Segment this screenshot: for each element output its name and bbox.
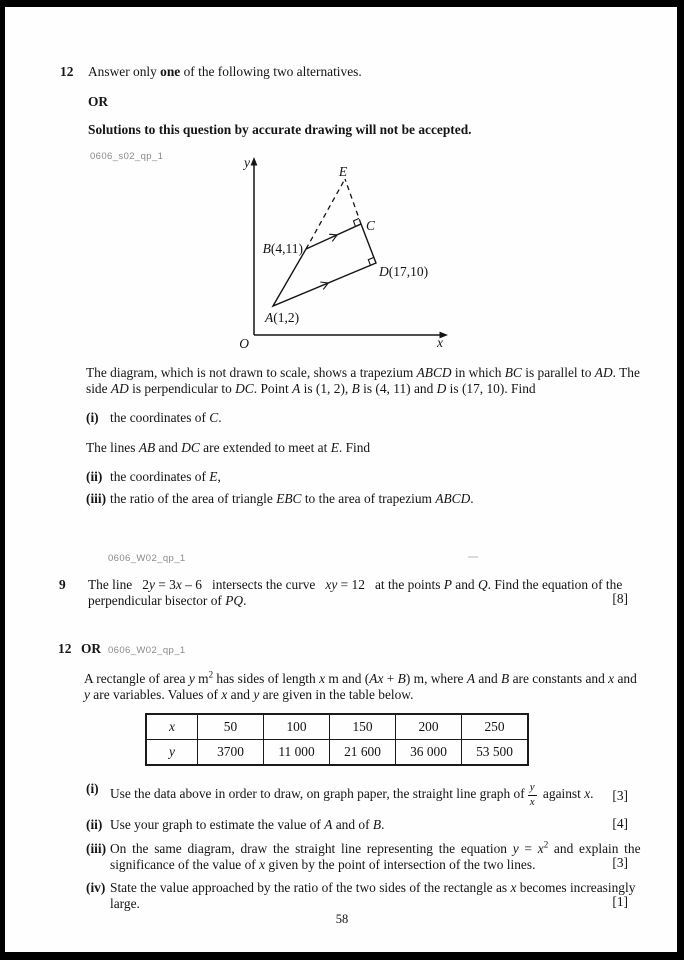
x-axis-label: x <box>437 335 443 350</box>
part-text: the coordinates of C. <box>110 410 222 425</box>
dashed-line-be <box>306 179 345 249</box>
q12or-part-iii <box>86 839 641 872</box>
x-cell: 250 <box>462 714 529 740</box>
q12-part-i <box>86 410 628 426</box>
part-text: On the same diagram, draw the straight line representing the equation $y = x^2$ and explain the <box>110 839 641 856</box>
accurate-drawing-note: Solutions to this question by accurate drawing will not be accepted. <box>88 122 472 137</box>
y-cell: 21 600 <box>330 740 396 766</box>
part-label: (i) <box>86 410 99 425</box>
part-label: (i) <box>86 781 99 796</box>
question-12-intro: Answer only one of the following two alternatives. <box>88 64 362 79</box>
point-label-e: E <box>338 164 348 179</box>
q12or-description-line-1: A rectangle of area y $m^2$ has sides of length x m and (Ax + B) m, where A and B are constants and x and <box>84 669 637 686</box>
part-label: (iv) <box>86 880 106 895</box>
point-label-b: B(4,11) <box>262 241 303 256</box>
dashed-line-ce <box>345 179 361 224</box>
x-cell: 50 <box>198 714 264 740</box>
table-row-x <box>146 714 528 740</box>
y-cell: 36 000 <box>396 740 462 766</box>
x-cell: 150 <box>330 714 396 740</box>
part-text: significance of the value of x given by the point of intersection of the two lines. <box>110 856 536 872</box>
part-text: the coordinates of E, <box>110 469 221 484</box>
trapezium-abcd <box>273 224 376 306</box>
source-label-s02: 0606_s02_qp_1 <box>90 151 164 162</box>
marks-label: [3] <box>612 788 628 803</box>
y-axis-label: y <box>244 155 250 170</box>
part-text: Use your graph to estimate the value of A and of B. <box>110 817 385 832</box>
q12-extension-note: The lines AB and DC are extended to meet at E. Find <box>86 440 371 455</box>
marks-label: [3] <box>612 855 628 871</box>
table-row-y <box>146 740 528 766</box>
y-cell: 11 000 <box>264 740 330 766</box>
q12-description-line-1: The diagram, which is not drawn to scale, shows a trapezium ABCD in which BC is parallel to AD. The <box>86 365 640 380</box>
q12or-part-iv <box>86 880 636 911</box>
point-label-c: C <box>366 218 376 233</box>
marks-label: [4] <box>612 815 628 831</box>
q12-part-ii <box>86 469 628 485</box>
origin-label: O <box>239 336 249 351</box>
page-number: 58 <box>335 912 349 926</box>
part-label: (ii) <box>86 817 103 832</box>
question-12-number: 12 <box>60 64 74 79</box>
question-12or-number: 12 <box>58 641 72 656</box>
part-text: Use the data above in order to draw, on graph paper, the straight line graph of $\frac{y}{x}$ against x. <box>110 781 594 808</box>
x-cell: 200 <box>396 714 462 740</box>
q12-part-iii <box>86 491 628 507</box>
y-cell: 3700 <box>198 740 264 766</box>
part-text: the ratio of the area of triangle EBC to the area of trapezium ABCD. <box>110 491 474 506</box>
y-cell: 53 500 <box>462 740 529 766</box>
trapezium-diagram <box>230 150 462 352</box>
part-label: (ii) <box>86 469 103 484</box>
part-text: large. <box>110 895 140 911</box>
point-label-a: A(1,2) <box>265 310 300 325</box>
q12or-part-i <box>86 781 628 808</box>
marks-label: [1] <box>612 894 628 910</box>
q12or-description <box>84 671 637 702</box>
q12-description-line-2: side AD is perpendicular to DC. Point A is (1, 2), B is (4, 11) and D is (17, 10). Find <box>86 380 536 396</box>
part-label: (iii) <box>86 841 107 856</box>
point-label-d: D(17,10) <box>379 264 429 279</box>
or-label-2: OR <box>81 641 102 656</box>
source-label-w02-1: 0606_W02_qp_1 <box>108 553 186 564</box>
question-9 <box>59 577 628 608</box>
row-header-y: y <box>146 740 198 766</box>
q12or-description-line-2: y are variables. Values of x and y are given in the table below. <box>84 686 414 702</box>
q9-line-1: The line 2y = 3x – 6 intersects the curve xy = 12 at the points P and Q. Find the equation of the <box>88 577 623 592</box>
q12or-part-ii <box>86 817 628 833</box>
marks-label: [8] <box>612 591 628 607</box>
y-axis-arrow-icon <box>251 157 258 166</box>
source-label-w02-2: 0606_W02_qp_1 <box>108 645 186 656</box>
q9-line-2: perpendicular bisector of PQ. <box>88 592 247 608</box>
or-label: OR <box>88 94 109 109</box>
q12-description <box>86 365 640 396</box>
row-header-x: x <box>146 714 198 740</box>
question-9-number: 9 <box>59 577 66 592</box>
part-label: (iii) <box>86 491 107 506</box>
scan-artifact <box>468 556 478 558</box>
x-cell: 100 <box>264 714 330 740</box>
part-text: State the value approached by the ratio of the two sides of the rectangle as x becomes increasingly <box>110 880 636 895</box>
xy-values-table <box>145 713 529 766</box>
